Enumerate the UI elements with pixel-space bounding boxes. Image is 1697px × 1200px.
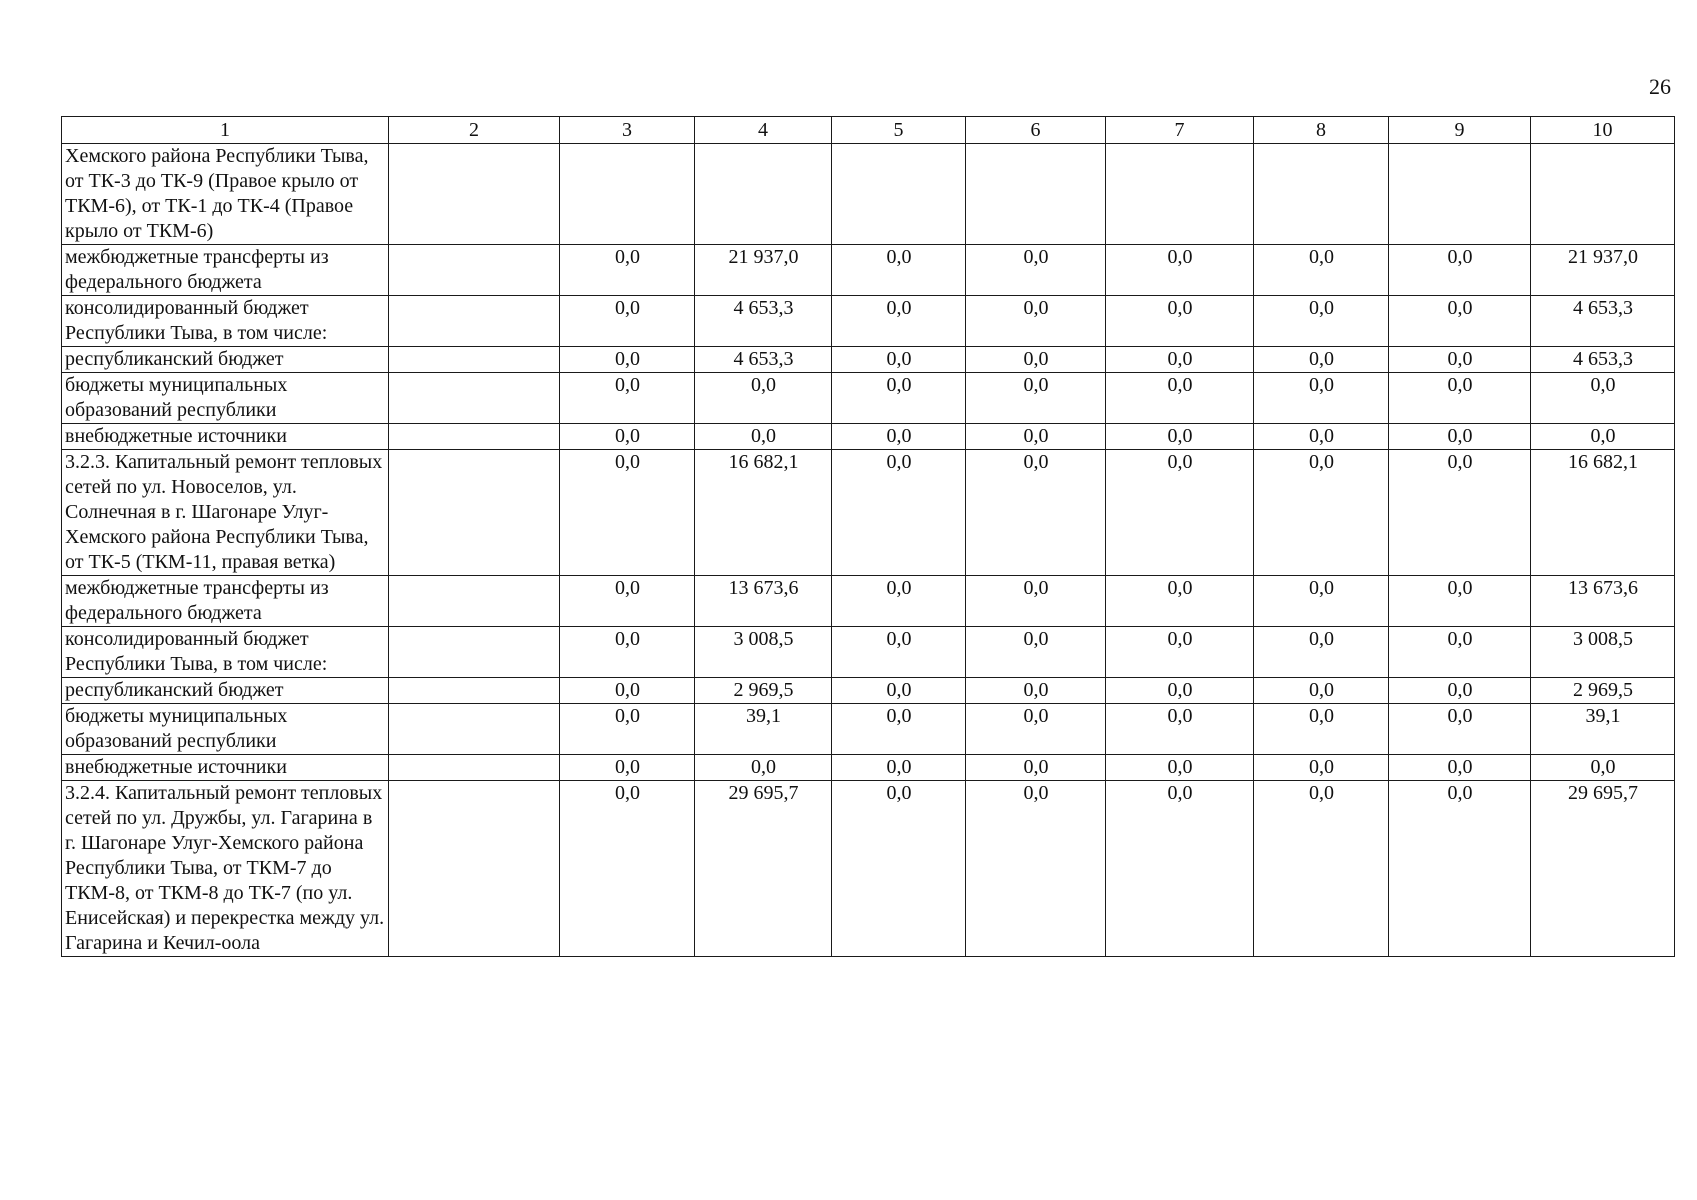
value-cell-col-3: 0,0 <box>560 576 695 627</box>
value-cell-col-7: 0,0 <box>1106 296 1254 347</box>
value-cell-col-4: 3 008,5 <box>695 627 832 678</box>
value-cell-col-5: 0,0 <box>832 755 966 781</box>
table-row <box>62 781 1675 957</box>
value-cell-col-4: 4 653,3 <box>695 347 832 373</box>
table-body <box>62 144 1675 957</box>
row-label: межбюджетные трансферты из федерального бюджета <box>62 245 389 296</box>
column-header-2: 2 <box>389 117 560 144</box>
column-header-8: 8 <box>1254 117 1389 144</box>
value-cell-col-7: 0,0 <box>1106 678 1254 704</box>
column-header-4: 4 <box>695 117 832 144</box>
table-row <box>62 627 1675 678</box>
column-2-cell <box>389 144 560 245</box>
value-cell-col-10: 16 682,1 <box>1531 450 1675 576</box>
table-row <box>62 296 1675 347</box>
value-cell-col-8: 0,0 <box>1254 678 1389 704</box>
row-label: Хемского района Республики Тыва, от ТК-3 до ТК-9 (Правое крыло от ТКМ-6), от ТК-1 до ТК-4 (Правое крыло от ТКМ-6) <box>62 144 389 245</box>
value-cell-col-6: 0,0 <box>966 373 1106 424</box>
row-label: консолидированный бюджет Республики Тыва, в том числе: <box>62 627 389 678</box>
column-2-cell <box>389 373 560 424</box>
value-cell-col-8: 0,0 <box>1254 781 1389 957</box>
value-cell-col-6: 0,0 <box>966 781 1106 957</box>
value-cell-col-3 <box>560 144 695 245</box>
value-cell-col-7: 0,0 <box>1106 347 1254 373</box>
value-cell-col-10: 21 937,0 <box>1531 245 1675 296</box>
value-cell-col-9: 0,0 <box>1389 450 1531 576</box>
table-row <box>62 704 1675 755</box>
value-cell-col-3: 0,0 <box>560 755 695 781</box>
value-cell-col-4: 2 969,5 <box>695 678 832 704</box>
column-2-cell <box>389 424 560 450</box>
value-cell-col-10: 0,0 <box>1531 424 1675 450</box>
page-number: 26 <box>1649 74 1671 99</box>
value-cell-col-10: 4 653,3 <box>1531 347 1675 373</box>
value-cell-col-3: 0,0 <box>560 627 695 678</box>
value-cell-col-10: 4 653,3 <box>1531 296 1675 347</box>
value-cell-col-4: 29 695,7 <box>695 781 832 957</box>
value-cell-col-4: 13 673,6 <box>695 576 832 627</box>
value-cell-col-8: 0,0 <box>1254 373 1389 424</box>
column-header-9: 9 <box>1389 117 1531 144</box>
column-2-cell <box>389 627 560 678</box>
table-row <box>62 450 1675 576</box>
value-cell-col-6 <box>966 144 1106 245</box>
value-cell-col-8: 0,0 <box>1254 704 1389 755</box>
value-cell-col-9: 0,0 <box>1389 576 1531 627</box>
value-cell-col-3: 0,0 <box>560 373 695 424</box>
value-cell-col-6: 0,0 <box>966 347 1106 373</box>
value-cell-col-5 <box>832 144 966 245</box>
value-cell-col-8: 0,0 <box>1254 576 1389 627</box>
value-cell-col-9: 0,0 <box>1389 678 1531 704</box>
value-cell-col-10: 0,0 <box>1531 373 1675 424</box>
column-2-cell <box>389 704 560 755</box>
value-cell-col-4: 4 653,3 <box>695 296 832 347</box>
value-cell-col-4 <box>695 144 832 245</box>
value-cell-col-9: 0,0 <box>1389 424 1531 450</box>
value-cell-col-3: 0,0 <box>560 296 695 347</box>
value-cell-col-8 <box>1254 144 1389 245</box>
budget-table <box>61 116 1675 957</box>
value-cell-col-6: 0,0 <box>966 424 1106 450</box>
value-cell-col-5: 0,0 <box>832 373 966 424</box>
value-cell-col-7: 0,0 <box>1106 373 1254 424</box>
row-label: внебюджетные источники <box>62 755 389 781</box>
value-cell-col-10 <box>1531 144 1675 245</box>
column-2-cell <box>389 576 560 627</box>
row-label: межбюджетные трансферты из федерального бюджета <box>62 576 389 627</box>
row-label: консолидированный бюджет Республики Тыва, в том числе: <box>62 296 389 347</box>
value-cell-col-4: 0,0 <box>695 755 832 781</box>
row-label: внебюджетные источники <box>62 424 389 450</box>
value-cell-col-7: 0,0 <box>1106 424 1254 450</box>
value-cell-col-8: 0,0 <box>1254 245 1389 296</box>
value-cell-col-6: 0,0 <box>966 296 1106 347</box>
value-cell-col-4: 0,0 <box>695 373 832 424</box>
value-cell-col-3: 0,0 <box>560 450 695 576</box>
value-cell-col-7: 0,0 <box>1106 450 1254 576</box>
column-2-cell <box>389 450 560 576</box>
value-cell-col-5: 0,0 <box>832 627 966 678</box>
value-cell-col-10: 39,1 <box>1531 704 1675 755</box>
value-cell-col-5: 0,0 <box>832 245 966 296</box>
value-cell-col-10: 2 969,5 <box>1531 678 1675 704</box>
value-cell-col-5: 0,0 <box>832 347 966 373</box>
column-header-5: 5 <box>832 117 966 144</box>
value-cell-col-9: 0,0 <box>1389 347 1531 373</box>
value-cell-col-7: 0,0 <box>1106 755 1254 781</box>
row-label: республиканский бюджет <box>62 347 389 373</box>
value-cell-col-7: 0,0 <box>1106 781 1254 957</box>
column-header-3: 3 <box>560 117 695 144</box>
value-cell-col-9: 0,0 <box>1389 755 1531 781</box>
value-cell-col-5: 0,0 <box>832 576 966 627</box>
value-cell-col-5: 0,0 <box>832 424 966 450</box>
value-cell-col-4: 16 682,1 <box>695 450 832 576</box>
value-cell-col-4: 0,0 <box>695 424 832 450</box>
row-label: бюджеты муниципальных образований республики <box>62 704 389 755</box>
value-cell-col-9: 0,0 <box>1389 704 1531 755</box>
value-cell-col-7: 0,0 <box>1106 245 1254 296</box>
table-row <box>62 347 1675 373</box>
row-label: республиканский бюджет <box>62 678 389 704</box>
column-2-cell <box>389 781 560 957</box>
table-row <box>62 373 1675 424</box>
column-2-cell <box>389 245 560 296</box>
value-cell-col-3: 0,0 <box>560 781 695 957</box>
row-label: 3.2.3. Капитальный ремонт тепловых сетей по ул. Новоселов, ул. Солнечная в г. Шагонаре Улуг-Хемского района Республики Тыва, от ТК-5 (ТКМ-11, правая ветка) <box>62 450 389 576</box>
value-cell-col-6: 0,0 <box>966 627 1106 678</box>
value-cell-col-5: 0,0 <box>832 450 966 576</box>
value-cell-col-9: 0,0 <box>1389 245 1531 296</box>
table-row <box>62 424 1675 450</box>
value-cell-col-10: 3 008,5 <box>1531 627 1675 678</box>
value-cell-col-6: 0,0 <box>966 576 1106 627</box>
value-cell-col-9: 0,0 <box>1389 781 1531 957</box>
row-label: 3.2.4. Капитальный ремонт тепловых сетей по ул. Дружбы, ул. Гагарина в г. Шагонаре Улуг-Хемского района Республики Тыва, от ТКМ-7 до ТКМ-8, от ТКМ-8 до ТК-7 (по ул. Енисейская) и перекрестка между ул. Гагарина и Кечил-оола <box>62 781 389 957</box>
table-row <box>62 678 1675 704</box>
value-cell-col-9 <box>1389 144 1531 245</box>
table-row <box>62 245 1675 296</box>
value-cell-col-3: 0,0 <box>560 347 695 373</box>
value-cell-col-7: 0,0 <box>1106 576 1254 627</box>
value-cell-col-6: 0,0 <box>966 245 1106 296</box>
value-cell-col-9: 0,0 <box>1389 373 1531 424</box>
column-2-cell <box>389 296 560 347</box>
column-header-7: 7 <box>1106 117 1254 144</box>
value-cell-col-6: 0,0 <box>966 678 1106 704</box>
value-cell-col-6: 0,0 <box>966 704 1106 755</box>
value-cell-col-5: 0,0 <box>832 296 966 347</box>
value-cell-col-5: 0,0 <box>832 704 966 755</box>
column-2-cell <box>389 347 560 373</box>
value-cell-col-8: 0,0 <box>1254 450 1389 576</box>
value-cell-col-7 <box>1106 144 1254 245</box>
value-cell-col-7: 0,0 <box>1106 704 1254 755</box>
value-cell-col-10: 13 673,6 <box>1531 576 1675 627</box>
value-cell-col-9: 0,0 <box>1389 296 1531 347</box>
value-cell-col-3: 0,0 <box>560 245 695 296</box>
column-header-6: 6 <box>966 117 1106 144</box>
value-cell-col-5: 0,0 <box>832 678 966 704</box>
value-cell-col-8: 0,0 <box>1254 627 1389 678</box>
table-row <box>62 144 1675 245</box>
value-cell-col-10: 29 695,7 <box>1531 781 1675 957</box>
value-cell-col-8: 0,0 <box>1254 296 1389 347</box>
value-cell-col-3: 0,0 <box>560 678 695 704</box>
column-header-10: 10 <box>1531 117 1675 144</box>
column-2-cell <box>389 678 560 704</box>
value-cell-col-4: 39,1 <box>695 704 832 755</box>
table-row <box>62 755 1675 781</box>
value-cell-col-5: 0,0 <box>832 781 966 957</box>
value-cell-col-3: 0,0 <box>560 704 695 755</box>
value-cell-col-8: 0,0 <box>1254 347 1389 373</box>
row-label: бюджеты муниципальных образований республики <box>62 373 389 424</box>
value-cell-col-4: 21 937,0 <box>695 245 832 296</box>
column-2-cell <box>389 755 560 781</box>
value-cell-col-8: 0,0 <box>1254 755 1389 781</box>
value-cell-col-9: 0,0 <box>1389 627 1531 678</box>
value-cell-col-6: 0,0 <box>966 450 1106 576</box>
value-cell-col-7: 0,0 <box>1106 627 1254 678</box>
value-cell-col-6: 0,0 <box>966 755 1106 781</box>
column-header-1: 1 <box>62 117 389 144</box>
value-cell-col-10: 0,0 <box>1531 755 1675 781</box>
table-row <box>62 576 1675 627</box>
value-cell-col-3: 0,0 <box>560 424 695 450</box>
header-row <box>62 117 1675 144</box>
value-cell-col-8: 0,0 <box>1254 424 1389 450</box>
